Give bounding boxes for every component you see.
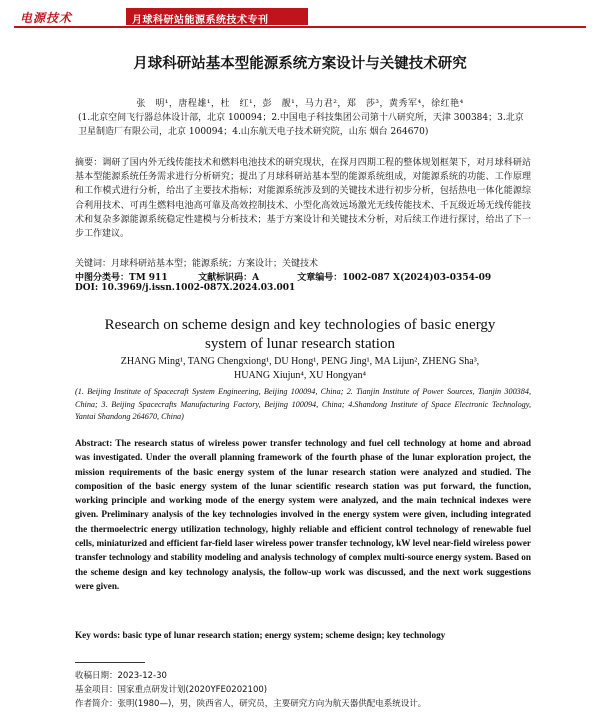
doi: DOI: 10.3969/j.issn.1002-087X.2024.03.001: [75, 283, 296, 293]
authors-en-line-2: HUANG Xiujun⁴, XU Hongyan⁴: [234, 370, 366, 381]
footnote-divider: [75, 662, 145, 663]
abstract-en: Abstract: The research status of wireless power transfer technology and fuel cell technology at home and abroad was investigated. Under the overall planning framework of the fourth phase of the lunar exploration project, the mission requirements of the basic energy system of the lunar research station were analyzed and studied. The composition of the basic energy system of the lunar scientific research station was put forward, the function, working principle and working mode of the energy system were analyzed, and the main technical indexes were given. Preliminary analysis of the key technologies involved in the energy system were given, including integrated the thermoelectric energy utilization technology, highly reliable and efficient control technology of renewable fuel cells, miniaturized and efficient far-field laser wireless power transfer technology, kW level near-field wireless power transfer technology and stability modeling and analysis technology of complex multi-source energy system. Based on the scheme design and key technology analysis, the follow-up work was discussed, and the next work suggestions were given.: [75, 438, 531, 591]
journal-header: [14, 8, 586, 26]
author-bio: 作者简介：张明(1980—)，男，陕西省人，研究员，主要研究方向为航天器供配电系统设计。: [75, 699, 427, 709]
keywords-en: Key words: basic type of lunar research station; energy system; scheme design; key technology: [75, 630, 446, 640]
affiliations-en: (1. Beijing Institute of Spacecraft System Engineering, Beijing 100094, China; 2. Tianjin Institute of Power Sources, Tianjin 300384, China; 3. Beijing Spacecrafts Manufacturing Factory, Beijing 100094, China; 4.Shandong Institute of Space Electronic Technology, Yantai Shandong 264670, China): [75, 387, 531, 421]
column-label: 月球科研站能源系统技术专刊: [132, 15, 269, 26]
keywords-cn: 关键词：月球科研站基本型；能源系统；方案设计；关键技术: [75, 259, 319, 269]
journal-name: 电源技术: [20, 11, 73, 25]
abstract-cn: 摘要：调研了国内外无线传能技术和燃料电池技术的研究现状，在探月四期工程的整体规划框架下，对月球科研站基本型能源系统任务需求进行分析研究；提出了月球科研站基本型的能源系统组成，对能源系统的功能、工作原理和工作模式进行分析，给出了主要技术指标；对能源系统涉及到的关键技术进行初步分析，包括热电一体化能源综合利用技术、可再生燃料电池高可靠及高效控制技术、小型化高效远场激光无线传能技术、千瓦级近场无线传能技术和复杂多源能源系统稳定性建模与分析技术；基于方案设计和关键技术分析，对后续工作进行探讨，给出了下一步工作建议。: [75, 158, 531, 240]
clc-number: 中图分类号：TM 911: [75, 273, 168, 283]
title-en-line-1: Research on scheme design and key technologies of basic energy: [104, 317, 496, 333]
document-code: 文献标识码：A: [198, 273, 260, 283]
title-en-line-2: system of lunar research station: [205, 336, 395, 352]
classification-meta: [75, 270, 531, 283]
authors-en: [0, 355, 600, 383]
title-en: [0, 316, 600, 354]
authors-en-line-1: ZHANG Ming¹, TANG Chengxiong¹, DU Hong¹, PENG Jing¹, MA Lijun², ZHENG Sha³,: [120, 356, 480, 367]
authors-cn: 张 明¹，唐程雄¹，杜 红¹，彭 靓¹，马力君²，郑 莎³，黄秀军⁴，徐红艳⁴: [136, 99, 464, 109]
received-date: 收稿日期：2023-12-30: [75, 671, 167, 681]
fund-info: 基金项目：国家重点研发计划(2020YFE0202100): [75, 685, 268, 695]
article-id: 文章编号：1002-087 X(2024)03-0354-09: [297, 273, 492, 283]
header-rule: [14, 26, 586, 28]
column-band: [126, 8, 308, 25]
title-cn: 月球科研站基本型能源系统方案设计与关键技术研究: [133, 56, 467, 72]
affiliations-cn: (1.北京空间飞行器总体设计部，北京 100094；2.中国电子科技集团公司第十八研究所，天津 300384；3.北京卫星制造厂有限公司，北京 100094；4.山东航天电子技术研究院，山东 烟台 264670): [78, 113, 524, 137]
